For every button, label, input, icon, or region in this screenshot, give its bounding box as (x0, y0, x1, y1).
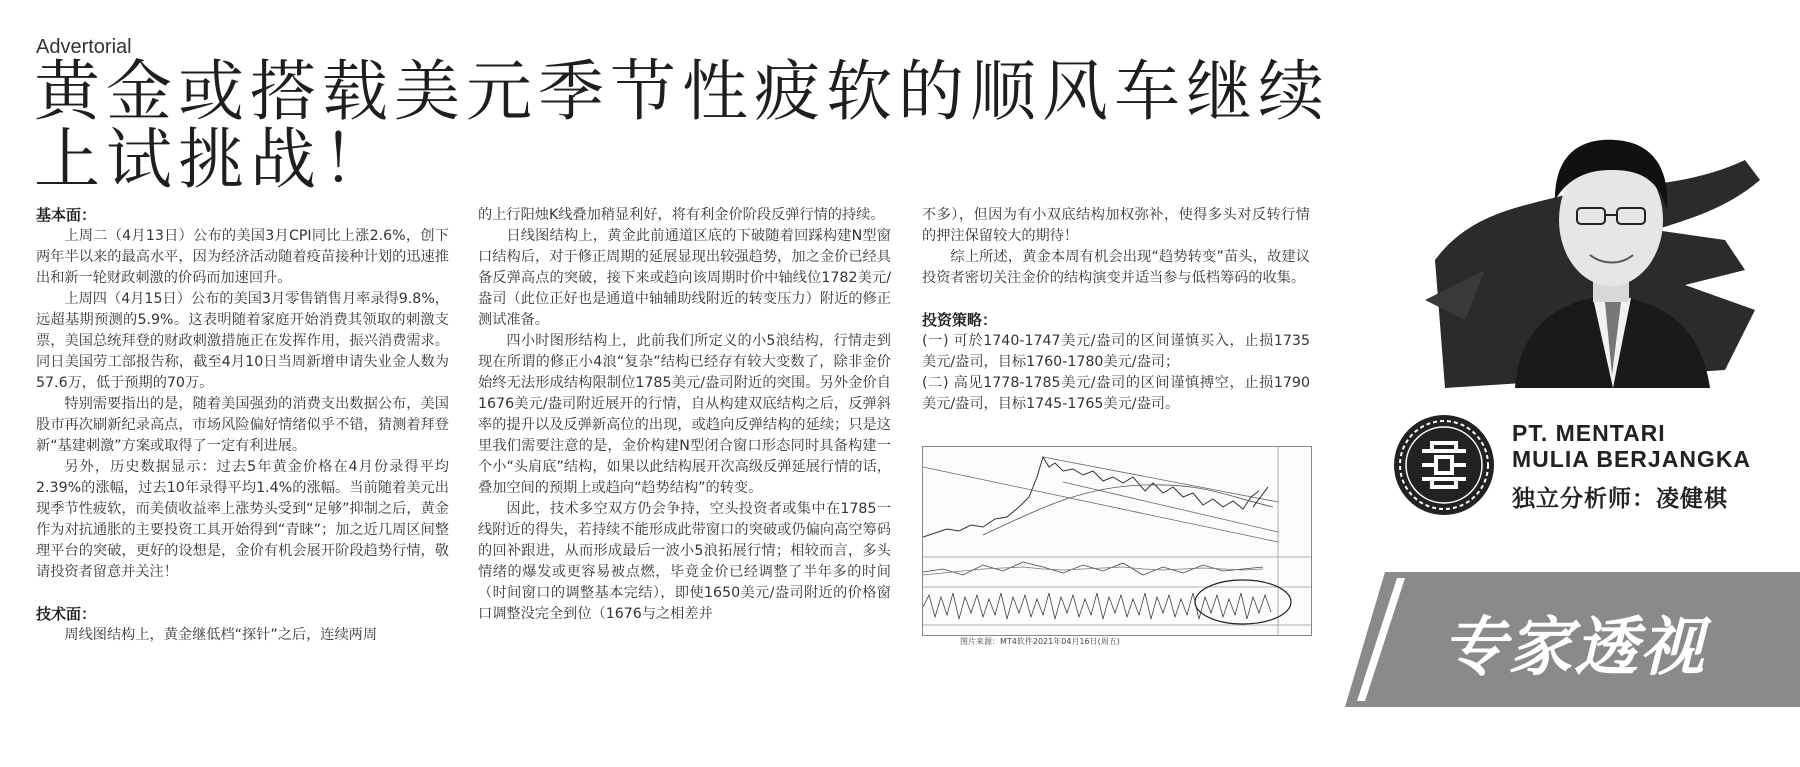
strategy-line: (二) 高见1778-1785美元/盎司的区间谨慎搏空，止损1790美元/盎司，目标1745-1765美元/盎司。 (922, 375, 1310, 412)
analyst-name: 独立分析师：凌健棋 (1512, 486, 1728, 512)
paragraph: 另外，历史数据显示：过去5年黄金价格在4月份录得平均2.39%的涨幅，过去10年录得平均1.4%的涨幅。当前随着美元出现季节性疲软，而美债收益率上涨势头受到“足够”抑制之后，黄金作为对抗通胀的主要投资工具开始得到“青睐”；加之近几周区间整理平台的突破，更好的设想是，金价有机会展开阶段趋势行情，敬请投资者留意并关注！ (36, 459, 449, 580)
article-column-1 (36, 205, 449, 646)
article-column-3 (922, 205, 1310, 415)
section-title-technical: 技术面： (36, 605, 97, 623)
paragraph: 四小时图形结构上，此前我们所定义的小5浪结构，行情走到现在所谓的修正小4浪“复杂”结构已经存有较大变数了，除非金价始终无法形成结构限制位1785美元/盎司附近的突围。另外金价自1676美元/盎司附近展开的行情，自从构建双底结构之后，反弹斜率的提升以及反弹新高位的出现，或趋向反弹结构的延续；只是这里我们需要注意的是，金价构建N型闭合窗口形态同时具备构建一个小“头肩底”结构，如果以此结构展开次高级反弹延展行情的话，叠加空间的预期上或趋向“趋势结构”的转变。 (478, 333, 891, 496)
company-name-line-1: PT. MENTARI (1512, 420, 1666, 446)
advertorial-label: Advertorial (36, 36, 132, 58)
company-name-line-2: MULIA BERJANGKA (1512, 446, 1752, 472)
paragraph: 上周四（4月15日）公布的美国3月零售销售月率录得9.8%，远超基期预测的5.9%。这表明随着家庭开始消费其领取的刺激支票，美国总统拜登的财政刺激措施正在发挥作用，振兴消费需求。同日美国劳工部报告称，截至4月10日当周新增申请失业金人数为57.6万，低于预期的70万。 (36, 291, 449, 391)
strategy-line: (一) 可於1740-1747美元/盎司的区间谨慎买入，止损1735美元/盎司，目标1760-1780美元/盎司； (922, 333, 1310, 370)
paragraph: 综上所述，黄金本周有机会出现“趋势转变”苗头，故建议投资者密切关注金价的结构演变并适当参与低档筹码的收集。 (922, 249, 1310, 286)
paragraph: 的上行阳烛K线叠加稍显利好，将有利金价阶段反弹行情的持续。 (478, 207, 885, 223)
paragraph: 因此，技术多空双方仍会争持，空头投资者或集中在1785一线附近的得失，若持续不能形成此带窗口的突破或仍偏向高空筹码的回补跟进，从而形成最后一波小5浪拓展行情；相较而言，多头情绪的爆发或更容易被点燃，毕竟金价已经调整了半年多的时间（时间窗口的调整基本完结），即使1650美元/盎司附近的价格窗口调整没完全到位（1676与之相差并 (478, 501, 891, 622)
paragraph: 周线图结构上，黄金继低档“探针”之后，连续两周 (64, 627, 378, 643)
shou-symbol-icon (1392, 413, 1496, 517)
company-logo (1392, 413, 1496, 517)
paragraph: 特别需要指出的是，随着美国强劲的消费支出数据公布，美国股市再次刷新纪录高点，市场风险偏好情绪似乎不错，猜测着拜登新“基建刺激”方案或取得了一定有利进展。 (36, 396, 449, 454)
gold-price-chart-image (922, 446, 1312, 636)
paragraph: 不多），但因为有小双底结构加权弥补，使得多头对反转行情的押注保留较大的期待！ (922, 207, 1310, 244)
paragraph: 上周二（4月13日）公布的美国3月CPI同比上涨2.6%，创下两年半以来的最高水平，因为经济活动随着疫苗接种计划的迅速推出和新一轮财政刺激的价码而加速回升。 (36, 228, 449, 286)
chart-caption: 图片来源：MT4软件2021年04月16日(周五) (960, 637, 1120, 646)
paragraph: 日线图结构上，黄金此前通道区底的下破随着回踩构建N型窗口结构后，对于修正周期的延展显现出较强趋势，加之金价已经具备反弹高点的突破，接下来或趋向该周期时价中轴线位1782美元/盎司（此位正好也是通道中轴辅助线附近的转变压力）附近的修正测试准备。 (478, 228, 891, 328)
banner-title: 专家透视 (1442, 610, 1706, 685)
company-name (1512, 420, 1751, 472)
article-column-2 (478, 205, 891, 625)
section-title-strategy: 投资策略： (922, 311, 998, 329)
chart-illustration (923, 447, 1311, 635)
analyst-photo (1425, 70, 1770, 388)
analyst-portrait-illustration (1425, 70, 1770, 388)
headline: 黄金或搭载美元季节性疲软的顺风车继续上试挑战！ (34, 53, 1330, 198)
section-title-fundamentals: 基本面： (36, 206, 97, 224)
